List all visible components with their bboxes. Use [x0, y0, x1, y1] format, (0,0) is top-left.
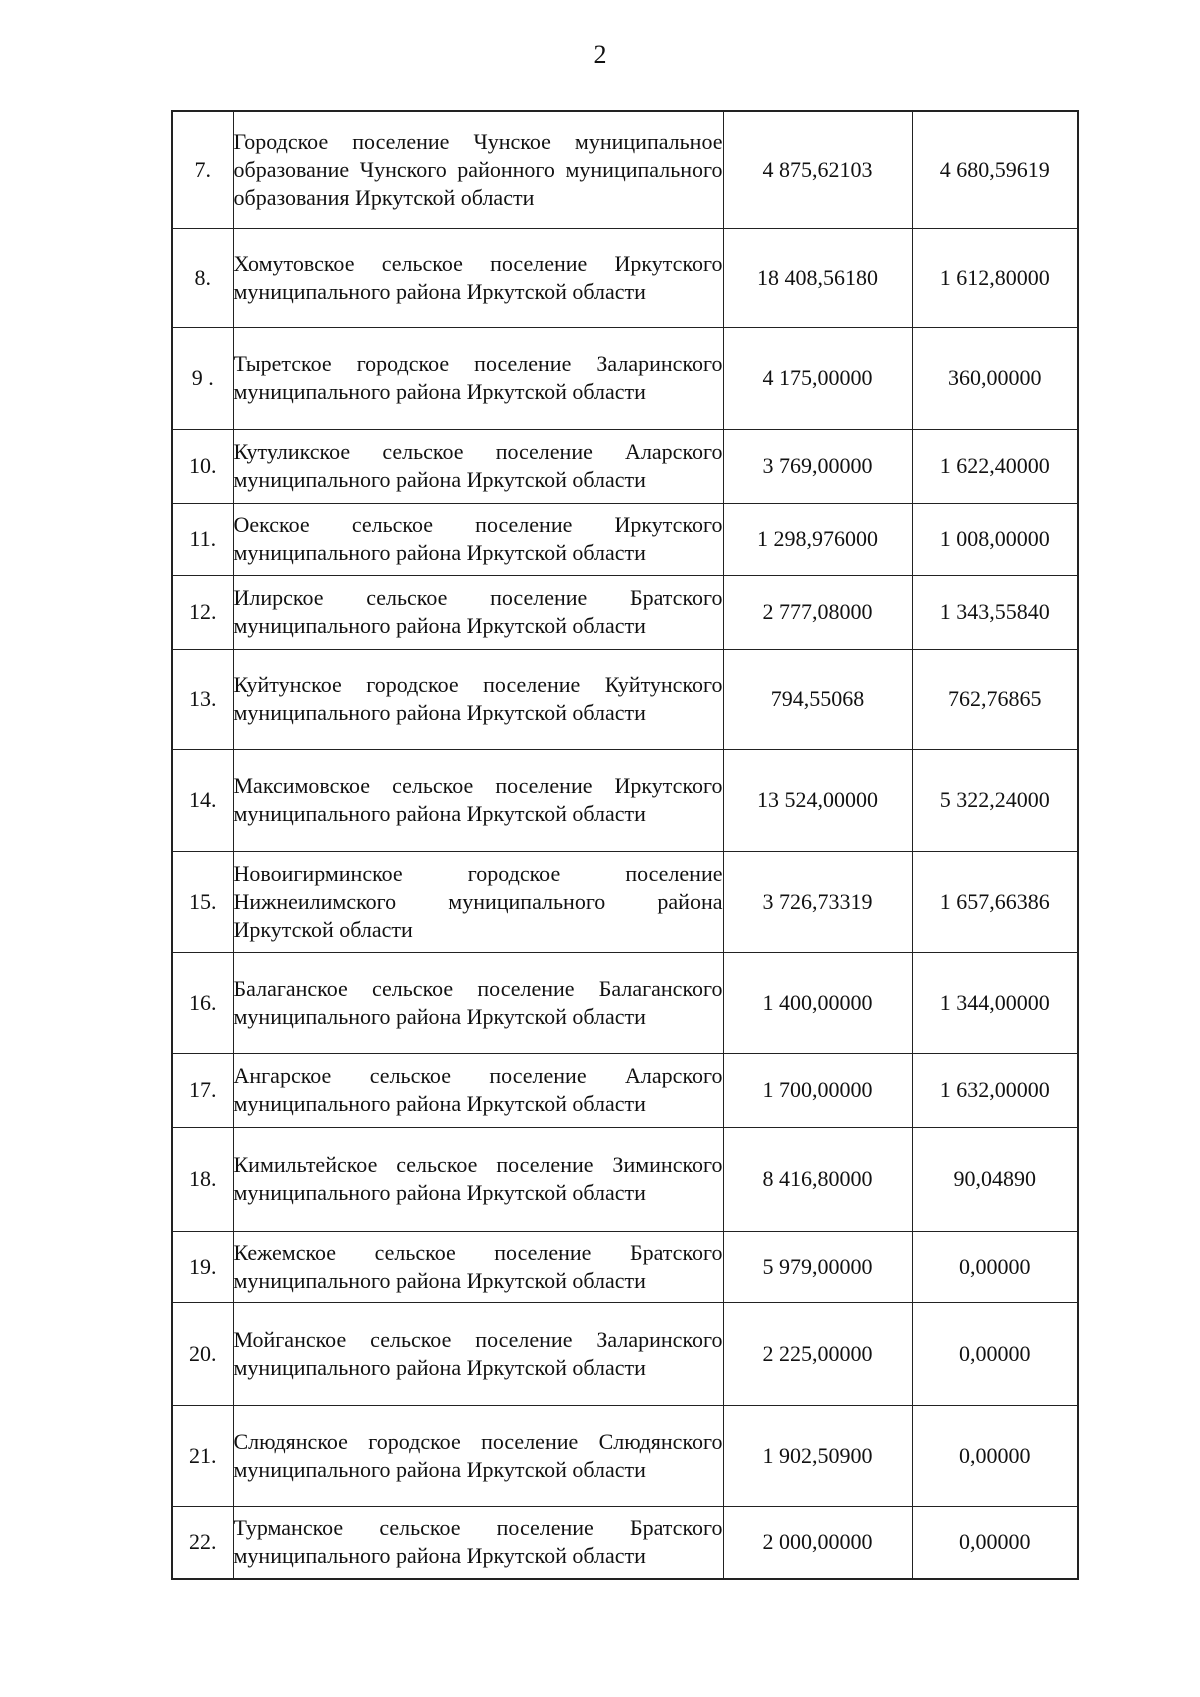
value-2: 762,76865 — [912, 649, 1078, 749]
row-number: 10. — [172, 429, 233, 503]
row-number: 9 . — [172, 327, 233, 429]
row-number: 11. — [172, 503, 233, 575]
value-2: 0,00000 — [912, 1405, 1078, 1506]
row-number: 13. — [172, 649, 233, 749]
table-row — [172, 1506, 1078, 1579]
value-1: 3 726,73319 — [723, 851, 912, 952]
value-2: 360,00000 — [912, 327, 1078, 429]
value-2: 1 632,00000 — [912, 1053, 1078, 1127]
table-row — [172, 851, 1078, 952]
value-2: 0,00000 — [912, 1231, 1078, 1302]
value-2: 4 680,59619 — [912, 111, 1078, 228]
row-number: 18. — [172, 1127, 233, 1231]
settlement-name: Куйтунское городское поселение Куйтунского муниципального района Иркутской области — [233, 649, 723, 749]
row-number: 17. — [172, 1053, 233, 1127]
value-2: 1 657,66386 — [912, 851, 1078, 952]
row-number: 19. — [172, 1231, 233, 1302]
value-2: 0,00000 — [912, 1302, 1078, 1405]
table-row — [172, 429, 1078, 503]
value-1: 2 000,00000 — [723, 1506, 912, 1579]
settlement-name: Кимильтейское сельское поселение Зиминского муниципального района Иркутской области — [233, 1127, 723, 1231]
table-row — [172, 1127, 1078, 1231]
table-row — [172, 649, 1078, 749]
value-1: 8 416,80000 — [723, 1127, 912, 1231]
settlement-name: Тыретское городское поселение Заларинского муниципального района Иркутской области — [233, 327, 723, 429]
value-1: 1 400,00000 — [723, 952, 912, 1053]
value-2: 1 344,00000 — [912, 952, 1078, 1053]
settlement-name: Кежемское сельское поселение Братского муниципального района Иркутской области — [233, 1231, 723, 1302]
row-number: 21. — [172, 1405, 233, 1506]
settlements-table — [171, 110, 1079, 1580]
value-1: 1 298,976000 — [723, 503, 912, 575]
settlement-name: Ангарское сельское поселение Аларского муниципального района Иркутской области — [233, 1053, 723, 1127]
settlement-name: Оекское сельское поселение Иркутского муниципального района Иркутской области — [233, 503, 723, 575]
settlement-name: Мойганское сельское поселение Заларинского муниципального района Иркутской области — [233, 1302, 723, 1405]
row-number: 8. — [172, 228, 233, 327]
table-row — [172, 1231, 1078, 1302]
value-2: 0,00000 — [912, 1506, 1078, 1579]
table-row — [172, 327, 1078, 429]
table-row — [172, 1405, 1078, 1506]
value-1: 3 769,00000 — [723, 429, 912, 503]
value-1: 5 979,00000 — [723, 1231, 912, 1302]
table-row — [172, 228, 1078, 327]
value-1: 794,55068 — [723, 649, 912, 749]
settlement-name: Максимовское сельское поселение Иркутского муниципального района Иркутской области — [233, 749, 723, 851]
table-row — [172, 575, 1078, 649]
page-number: 2 — [593, 40, 607, 69]
value-1: 4 875,62103 — [723, 111, 912, 228]
row-number: 22. — [172, 1506, 233, 1579]
settlement-name: Городское поселение Чунское муниципальное образование Чунского районного муниципального образования Иркутской области — [233, 111, 723, 228]
table-row — [172, 1053, 1078, 1127]
row-number: 14. — [172, 749, 233, 851]
value-1: 2 777,08000 — [723, 575, 912, 649]
value-2: 1 622,40000 — [912, 429, 1078, 503]
settlement-name: Турманское сельское поселение Братского муниципального района Иркутской области — [233, 1506, 723, 1579]
value-2: 1 008,00000 — [912, 503, 1078, 575]
row-number: 12. — [172, 575, 233, 649]
value-2: 90,04890 — [912, 1127, 1078, 1231]
table-row — [172, 952, 1078, 1053]
value-1: 1 902,50900 — [723, 1405, 912, 1506]
value-1: 1 700,00000 — [723, 1053, 912, 1127]
settlement-name: Балаганское сельское поселение Балаганского муниципального района Иркутской области — [233, 952, 723, 1053]
row-number: 15. — [172, 851, 233, 952]
table-row — [172, 503, 1078, 575]
value-2: 5 322,24000 — [912, 749, 1078, 851]
value-1: 4 175,00000 — [723, 327, 912, 429]
table-row — [172, 749, 1078, 851]
row-number: 16. — [172, 952, 233, 1053]
row-number: 20. — [172, 1302, 233, 1405]
value-1: 18 408,56180 — [723, 228, 912, 327]
table-row — [172, 1302, 1078, 1405]
value-1: 13 524,00000 — [723, 749, 912, 851]
table-row — [172, 111, 1078, 228]
settlement-name: Хомутовское сельское поселение Иркутского муниципального района Иркутской области — [233, 228, 723, 327]
value-2: 1 612,80000 — [912, 228, 1078, 327]
row-number: 7. — [172, 111, 233, 228]
settlement-name: Кутуликское сельское поселение Аларского муниципального района Иркутской области — [233, 429, 723, 503]
settlement-name: Новоигирминское городское поселение Нижнеилимского муниципального района Иркутской области — [233, 851, 723, 952]
value-1: 2 225,00000 — [723, 1302, 912, 1405]
value-2: 1 343,55840 — [912, 575, 1078, 649]
settlement-name: Илирское сельское поселение Братского муниципального района Иркутской области — [233, 575, 723, 649]
settlement-name: Слюдянское городское поселение Слюдянского муниципального района Иркутской области — [233, 1405, 723, 1506]
